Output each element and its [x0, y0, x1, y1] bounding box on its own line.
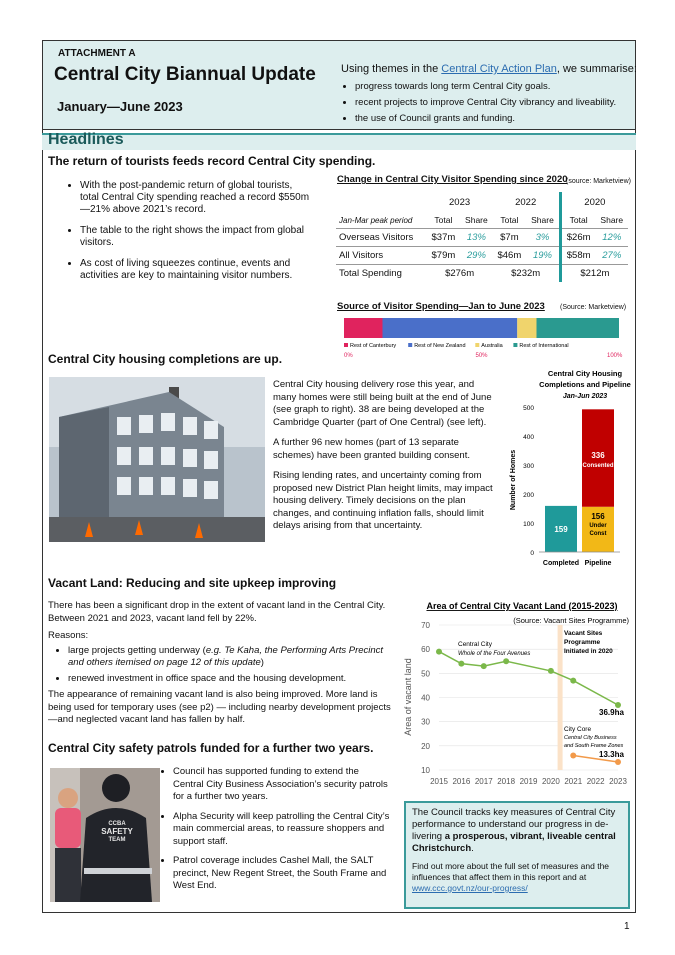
bar-label: 156	[591, 511, 605, 521]
data-point	[503, 658, 509, 664]
year-2023: 2023	[449, 196, 471, 208]
year-2022: 2022	[515, 196, 537, 208]
cell: $26m	[560, 229, 595, 247]
vacant-chart	[400, 597, 634, 790]
spending-table-title: Change in Central City Visitor Spending since 2020	[337, 174, 568, 185]
spending-table	[336, 192, 628, 282]
bar-label: Under	[589, 522, 607, 529]
col-share: Share	[600, 215, 624, 225]
cell: $276m	[445, 268, 475, 279]
row-label: Overseas Visitors	[336, 229, 427, 247]
bar-label: 336	[591, 451, 605, 461]
text: e.g. Te Kaha, the Performing Arts Precinct and others itemised on page 12 of this update	[68, 644, 384, 668]
y-tick: 10	[421, 766, 430, 775]
vacant-heading: Vacant Land: Reducing and site upkeep improving	[48, 576, 337, 590]
year-2020: 2020	[560, 192, 628, 212]
headlines-label: Headlines	[48, 131, 124, 148]
y-axis-label: Area of vacant land	[403, 658, 413, 736]
vest-text	[92, 820, 142, 844]
page-title: Central City Biannual Update	[54, 64, 316, 85]
cell: 19%	[526, 247, 560, 265]
list-item: • Alpha Security will keep patrolling the Central City’s main commercial areas, to reassure shoppers and support staff.	[173, 811, 390, 849]
progress-box	[404, 801, 630, 909]
text: )	[260, 657, 264, 668]
text: The Council tracks key measures of Central City performance to understand our progress in de-livering	[412, 807, 616, 842]
list-item	[68, 645, 394, 670]
data-point	[570, 678, 576, 684]
legend-swatch	[344, 343, 348, 347]
col-share: Share	[531, 215, 554, 225]
list-item: • With the post-pandemic return of global tourists, total Central City spending reached a record $550m—21% above 2021’s record.	[80, 180, 313, 216]
legend-swatch	[475, 343, 479, 347]
cell: $46m	[493, 247, 527, 265]
programme-band	[558, 625, 563, 770]
x-tick: 2019	[519, 777, 538, 786]
paragraph: There has been a significant drop in the extent of vacant land in the Central City. Between 2021 and 2023, vacant land fell by 22%.	[48, 600, 386, 624]
col-total: Total	[500, 215, 519, 225]
x-tick: Completed	[542, 560, 580, 567]
legend-label: Rest of New Zealand	[414, 343, 466, 349]
cell: 12%	[596, 229, 628, 247]
y-tick: 40	[421, 693, 430, 703]
bar-label: Const	[589, 530, 607, 537]
y-tick: 20	[421, 741, 430, 751]
x-tick: 2021	[564, 777, 583, 786]
list-item: • Council has supported funding to extend the Central City Business Association’s security patrols for a further two years.	[173, 766, 390, 804]
paragraph: Reasons:	[48, 630, 89, 641]
data-point	[458, 661, 464, 667]
list-item: • Patrol coverage includes Cashel Mall, the SALT precinct, New Regent Street, the South Frame and West End.	[173, 855, 390, 893]
y-tick: 50	[421, 669, 430, 679]
annotation: Whole of the Four Avenues	[458, 651, 531, 657]
paragraph: A further 96 new homes (part of 13 separate schemes) have been granted building consent.	[273, 437, 470, 461]
data-point	[615, 759, 621, 765]
spend-segment	[344, 318, 383, 338]
y-axis-label: Number of Homes	[510, 449, 517, 511]
progress-box-content	[406, 803, 628, 898]
spend-bar-chart	[340, 316, 625, 360]
y-tick: 60	[421, 645, 430, 655]
annotation: and South Frame Zones	[564, 743, 624, 749]
legend-label: Rest of Canterbury	[350, 343, 397, 349]
building-photo	[49, 377, 265, 542]
cell: $58m	[560, 247, 595, 265]
annotation: Central City Business	[564, 735, 617, 741]
list-item: • recent projects to improve Central City vibrancy and liveability.	[355, 95, 637, 111]
cell: 3%	[526, 229, 560, 247]
safety-bullets	[163, 766, 390, 893]
annotation: Central City	[458, 641, 492, 648]
table-row	[336, 229, 628, 247]
col-total: Total	[434, 215, 453, 225]
y-tick: 400	[523, 434, 534, 441]
axis-tick: 0%	[344, 353, 353, 359]
x-tick: 2015	[430, 777, 448, 786]
vacant-text	[48, 600, 394, 727]
housing-chart	[505, 365, 635, 570]
vest-line: TEAM	[108, 837, 126, 843]
annotation: Vacant Sites	[564, 630, 603, 637]
x-tick: 2016	[452, 777, 471, 786]
data-point	[570, 753, 576, 759]
cell: 27%	[596, 247, 628, 265]
row-label: Total Spending	[339, 268, 402, 279]
attachment-label: ATTACHMENT A	[58, 48, 136, 59]
intro-list	[341, 79, 637, 127]
x-tick: 2022	[586, 777, 605, 786]
spend-segment	[537, 318, 620, 338]
list-item: • the use of Council grants and funding.	[355, 111, 637, 127]
y-tick: 500	[523, 405, 534, 412]
series-line	[439, 652, 618, 705]
x-tick: 2023	[609, 777, 627, 786]
legend-label: Australia	[481, 343, 503, 349]
paragraph: Rising lending rates, and uncertainty coming from proposed new District Plan height limits, may impact housing delivery. Timely decisions on the plan changes, and continuing inflation falls, should limit delays arising from that uncertainty.	[273, 470, 493, 531]
chart-title: Central City Housing	[547, 369, 623, 378]
x-tick: Pipeline	[584, 560, 612, 567]
cell: $79m	[427, 247, 461, 265]
spend-bar-source: (Source: Marketview)	[560, 304, 627, 311]
paragraph: The appearance of remaining vacant land is also being improved. More land is being used for temporary uses (see p2) — including nearby development projects—and neglected vacant land has fallen by half.	[48, 689, 391, 725]
tourism-bullets	[48, 180, 313, 291]
axis-tick: 50%	[475, 353, 488, 359]
cell: 29%	[460, 247, 492, 265]
bar-label: 159	[554, 524, 568, 534]
cell: $7m	[493, 229, 527, 247]
list-item: • As cost of living squeezes continue, events and activities are key to maintaining visitor numbers.	[80, 258, 313, 282]
paragraph: Central City housing delivery rose this year, and many homes were still being built at the end of June (see graph to right). 38 are being developed at the Cambridge Quarter (part of One Central) (see left).	[273, 379, 492, 428]
safety-heading: Central City safety patrols funded for a further two years.	[48, 741, 374, 755]
table-source: (source: Marketview)	[566, 178, 631, 185]
axis-tick: 100%	[607, 353, 623, 359]
row-label: All Visitors	[336, 247, 427, 265]
text: Find out more about the full set of measures and the influences that affect them in this report and at	[412, 861, 610, 882]
spend-segment	[383, 318, 518, 338]
headlines-bar	[42, 133, 636, 150]
table-row	[336, 265, 628, 283]
y-tick: 100	[523, 521, 534, 528]
period-label: Jan-Mar peak period	[339, 216, 413, 225]
list-item: • progress towards long term Central City goals.	[355, 79, 637, 95]
action-plan-link[interactable]: Central City Action Plan	[441, 63, 557, 75]
chart-source: (Source: Vacant Sites Programme)	[513, 616, 629, 625]
cell: $212m	[560, 265, 628, 283]
annotation: Programme	[564, 639, 601, 646]
housing-text	[273, 379, 499, 533]
y-tick: 70	[421, 621, 430, 630]
x-tick: 2020	[541, 777, 560, 786]
spend-segment	[517, 318, 536, 338]
page-number: 1	[624, 921, 630, 932]
cell: $37m	[427, 229, 461, 247]
cell: 13%	[460, 229, 492, 247]
cell: $232m	[511, 268, 541, 279]
spend-bar-title: Source of Visitor Spending—Jan to June 2023	[337, 301, 545, 312]
intro: Using themes in the Central City Action Plan, we summarise: • progress towards long term Central City goals. • recent projects to improve Central City vibrancy and liveability. • the use of Council grants and funding.	[341, 63, 637, 127]
col-share: Share	[465, 215, 488, 225]
text: large projects getting underway (	[68, 644, 206, 656]
y-tick: 0	[530, 550, 534, 557]
text: a prosperous, vibrant, liveable central Christchurch	[412, 831, 616, 854]
x-tick: 2017	[474, 777, 493, 786]
y-tick: 200	[523, 492, 534, 499]
list-item: • renewed investment in office space and the housing development.	[68, 673, 394, 686]
chart-subtitle: Jan-Jun 2023	[562, 393, 608, 400]
our-progress-link[interactable]: www.ccc.govt.nz/our-progress/	[412, 883, 528, 893]
data-point	[481, 663, 487, 669]
col-total: Total	[560, 212, 595, 229]
data-point	[548, 668, 554, 674]
list-item: • The table to the right shows the impact from global visitors.	[80, 225, 313, 249]
chart-title: Area of Central City Vacant Land (2015-2023)	[426, 601, 618, 611]
vest-line: CCBA	[108, 821, 126, 827]
chart-title: Completions and Pipeline	[539, 380, 631, 389]
legend-label: Rest of International	[519, 343, 569, 349]
vest-line: SAFETY	[101, 827, 133, 836]
text: .	[471, 843, 474, 854]
legend-swatch	[408, 343, 412, 347]
bar-label: Consented	[582, 463, 614, 470]
annotation: City Core	[564, 726, 592, 733]
tourism-heading: The return of tourists feeds record Central City spending.	[48, 154, 376, 168]
x-tick: 2018	[497, 777, 516, 786]
y-tick: 300	[523, 463, 534, 470]
legend-swatch	[513, 343, 517, 347]
annotation: 36.9ha	[599, 708, 624, 717]
annotation: 13.3ha	[599, 750, 624, 759]
housing-heading: Central City housing completions are up.	[48, 352, 283, 366]
y-tick: 30	[421, 717, 430, 727]
annotation: Initiated in 2020	[564, 648, 613, 655]
data-point	[436, 649, 442, 655]
table-row	[336, 247, 628, 265]
report-period: January—June 2023	[57, 99, 183, 114]
